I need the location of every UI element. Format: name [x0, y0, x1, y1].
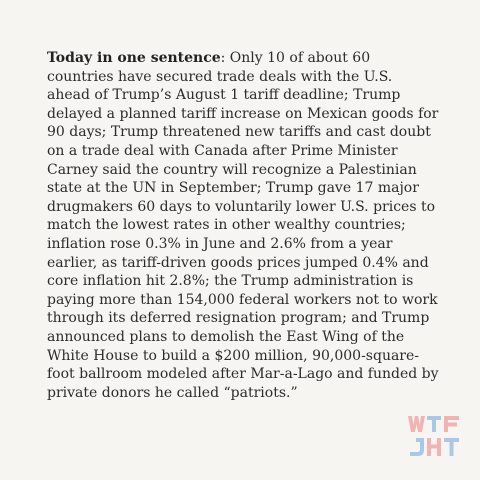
- summary-paragraph: [47, 49, 439, 402]
- summary-lead: Today in one sentence: [47, 50, 221, 66]
- wtfjht-logo: [407, 413, 461, 459]
- summary-body: : Only 10 of about 60 countries have secured trade deals with the U.S. ahead of Trump’s August 1 tariff deadline; Trump delayed a planned tariff increase on Mexican goods for 90 days; Trump threatened new tariffs and cast doubt on a trade deal with Canada after Prime Minister Carney said the country will recognize a Palestinian state at the UN in September; Trump gave 17 major drugmakers 60 days to voluntarily lower U.S. prices to match the lowest rates in other wealthy countries; inflation rose 0.3% in June and 2.6% from a year earlier, as tariff-driven goods prices jumped 0.4% and core inflation hit 2.8%; the Trump administration is paying more than 154,000 federal workers not to work through its deferred resignation program; and Trump announced plans to demolish the East Wing of the White House to build a $200 million, 90,000-square-foot ballroom modeled after Mar-a-Lago and funded by private donors he called “patriots.”: [47, 50, 439, 401]
